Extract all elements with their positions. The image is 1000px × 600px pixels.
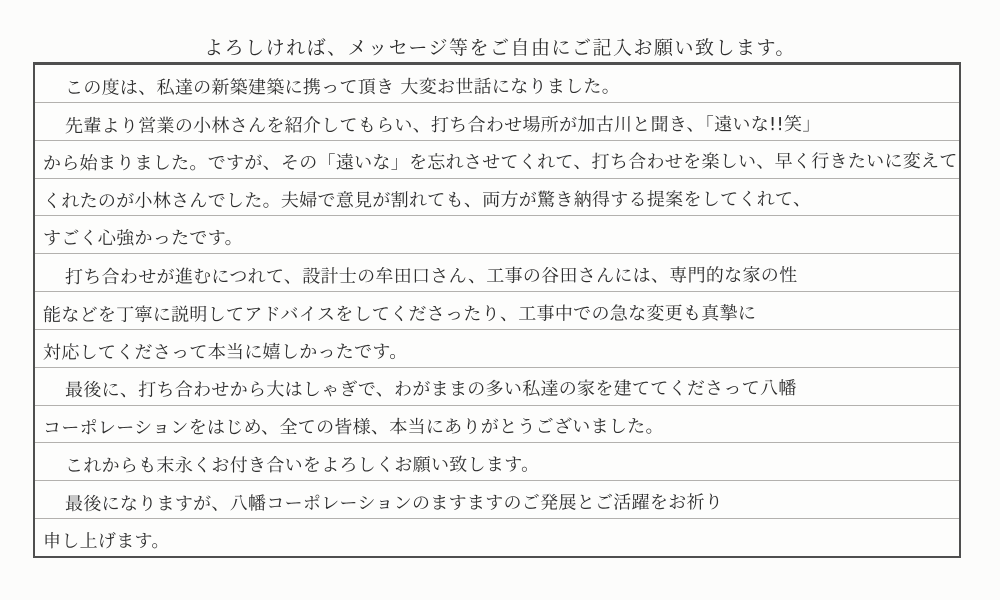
message-line-row xyxy=(35,330,959,368)
message-line-row xyxy=(35,254,959,292)
form-header-prompt: よろしければ、メッセージ等をご自由にご記入お願い致します。 xyxy=(204,38,796,59)
handwritten-text: コーポレーションをはじめ、全ての皆様、本当にありがとうございました。 xyxy=(42,416,664,440)
message-line-row xyxy=(35,368,959,406)
handwritten-text: この度は、私達の新築建築に携って頂き 大変お世話になりました。 xyxy=(64,75,621,99)
message-line-row xyxy=(35,443,959,481)
message-line-row xyxy=(35,141,959,179)
message-line-row xyxy=(35,65,959,103)
handwritten-text: すごく心強かったです。 xyxy=(42,227,243,250)
handwritten-text: 能などを丁寧に説明してアドバイスをしてくださったり、工事中での急な変更も真摯に xyxy=(42,302,757,326)
handwritten-text: から始まりました。ですが、その「遠いな」を忘れさせてくれて、打ち合わせを楽しい、早く行きたいに変えて xyxy=(42,151,958,175)
handwritten-text: 最後に、打ち合わせから大はしゃぎで、わがままの多い私達の家を建ててくださって八幡 xyxy=(64,378,797,402)
handwritten-text: 対応してくださって本当に嬉しかったです。 xyxy=(42,341,408,364)
handwritten-text: 打ち合わせが進むにつれて、設計士の牟田口さん、工事の谷田さんには、専門的な家の性 xyxy=(64,264,798,288)
handwritten-text: これからも末永くお付き合いをよろしくお願い致します。 xyxy=(64,454,540,477)
message-line-row xyxy=(35,103,959,141)
handwritten-text: 先輩より営業の小林さんを紹介してもらい、打ち合わせ場所が加古川と聞き、「遠いな!!笑」 xyxy=(64,113,821,137)
message-line-row xyxy=(35,292,959,330)
message-line-row xyxy=(35,179,959,217)
message-line-row xyxy=(35,216,959,254)
message-entry-box xyxy=(33,62,961,558)
message-line-row xyxy=(35,519,959,556)
handwritten-text: くれたのが小林さんでした。夫婦で意見が割れても、両方が驚き納得する提案をしてくれて、 xyxy=(42,189,812,213)
message-line-row xyxy=(35,406,959,444)
message-line-row xyxy=(35,481,959,519)
handwritten-text: 最後になりますが、八幡コーポレーションのますますのご発展とご活躍をお祈り xyxy=(64,492,724,515)
handwritten-text: 申し上げます。 xyxy=(42,530,170,552)
